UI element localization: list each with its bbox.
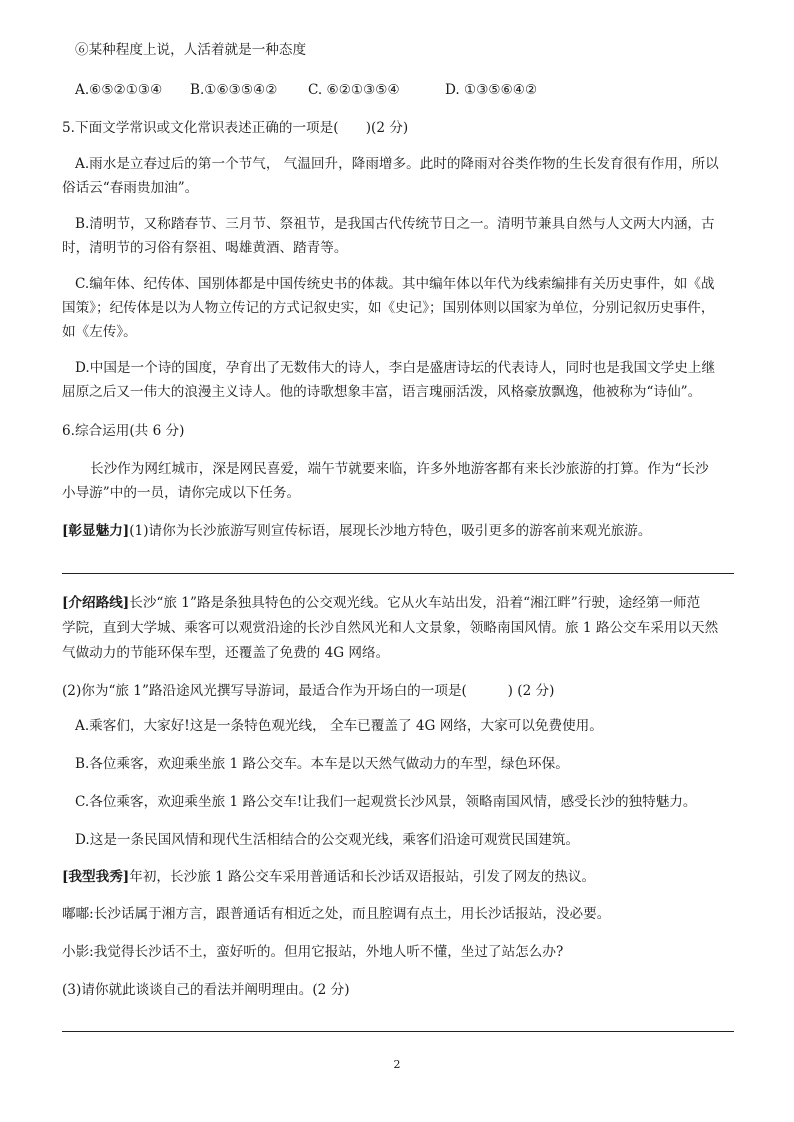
show-text: 年初，长沙旅 1 路公交车采用普通话和长沙话双语报站，引发了网友的热议。 [129,869,596,885]
q5-option-d-line2: 屈原之后又一伟大的浪漫主义诗人。他的诗歌想象丰富，语言瑰丽活泼，风格豪放飘逸，他被称为“诗仙”。 [62,384,702,400]
task2-option-c: C.各位乘客，欢迎乘坐旅 1 路公交车!让我们一起观赏长沙风景，领略南国风情，感受长沙的独特魅力。 [75,794,697,810]
task1-text: (1)请你为长沙旅游写则宣传标语，展现长沙地方特色，吸引更多的游客前来观光旅游。 [129,523,652,539]
xiaoying-comment: 小影:我觉得长沙话不土，蛮好听的。但用它报站，外地人听不懂，坐过了站怎么办? [62,944,564,960]
q4-option-c: C. ⑥②①③⑤④ [308,82,400,98]
q6-show [62,869,742,886]
q5-option-a-line2: 俗话云“春雨贵加油”。 [62,180,199,196]
q6-route-line1 [62,595,742,612]
task2-option-a: A.乘客们，大家好!这是一条特色观光线， 全车已覆盖了 4G 网络，大家可以免费使用。 [75,718,603,734]
q6-route-line2: 学院，直到大学城、乘客可以观赏沿途的长沙自然风光和人文景象，领略南国风情。旅 1 路公交车采用以天然 [62,620,719,636]
task1-tag: [彰显魅力] [62,523,130,539]
q4-option-b: B.①⑥③⑤④② [190,82,278,98]
q6-route-line3: 气做动力的节能环保车型，还覆盖了免费的 4G 网络。 [62,645,390,661]
q6-task1 [62,523,742,540]
q5-option-c-line1: C.编年体、纪传体、国别体都是中国传统史书的体裁。其中编年体以年代为线索编排有关历史事件，如《战 [75,276,715,292]
page-number: 2 [393,1058,401,1071]
task2-option-b: B.各位乘客，欢迎乘坐旅 1 路公交车。本车是以天然气做动力的车型，绿色环保。 [75,756,569,772]
q6-task2: (2)你为“旅 1”路沿途风光撰写导游词，最适合作为开场白的一项是( ) (2 分) [62,683,555,699]
answer-line-1 [62,573,734,574]
q5-option-c-line3: 如《左传》。 [62,324,137,340]
q5-option-c-line2: 国策》；纪传体是以为人物立传记的方式记叙史实，如《史记》；国别体则以国家为单位，分别记叙历史事件， [62,300,715,316]
route-tag: [介绍路线] [62,595,130,611]
q4-option-a: A.⑥⑤②①③④ [75,82,163,98]
q5-option-b-line1: B.清明节，又称踏春节、三月节、祭祖节，是我国古代传统节日之一。清明节兼具自然与人文两大内涵，古 [75,216,715,232]
q6-intro-line1: 长沙作为网红城市，深是网民喜爱，端午节就要来临，许多外地游客都有来长沙旅游的打算。作为“长沙 [90,461,709,477]
q5-stem: 5.下面文学常识或文化常识表述正确的一项是( )(2 分) [62,120,409,136]
route-text-1: 长沙“旅 1”路是条独具特色的公交观光线。它从火车站出发，沿着“湘江畔”行驶，途经第一师范 [129,595,701,611]
q6-stem: 6.综合运用(共 6 分) [62,423,185,439]
show-tag: [我型我秀] [62,869,130,885]
answer-line-2 [62,1031,734,1032]
q5-option-b-line2: 时，清明节的习俗有祭祖、喝雄黄酒、踏青等。 [62,240,348,256]
q5-option-d-line1: D.中国是一个诗的国度，孕育出了无数伟大的诗人，李白是盛唐诗坛的代表诗人，同时也是我国文学史上继 [75,360,716,376]
q4-options [75,82,755,99]
q4-item6: ⑥某种程度上说，人活着就是一种态度 [75,42,307,58]
q4-option-d: D. ①③⑤⑥④② [445,82,538,98]
q6-task3: (3)请你就此谈谈自己的看法并阐明理由。(2 分) [62,982,350,998]
q5-option-a-line1: A.雨水是立春过后的第一个节气， 气温回升，降雨增多。此时的降雨对谷类作物的生长发育很有作用，所以 [75,156,719,172]
q6-intro-line2: 小导游”中的一员，请你完成以下任务。 [62,485,301,501]
dudu-comment: 嘟嘟:长沙话属于湘方言，跟普通话有相近之处，而且腔调有点土，用长沙话报站，没必要。 [62,906,611,922]
task2-option-d: D.这是一条民国风情和现代生活相结合的公交观光线，乘客们沿途可观赏民国建筑。 [75,832,580,848]
